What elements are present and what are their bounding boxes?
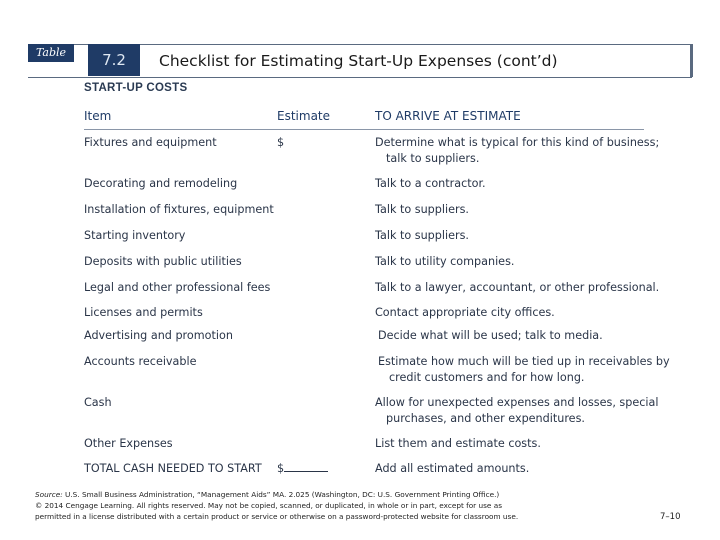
source-text: U.S. Small Business Administration, “Management Aids” MA. 2.025 (Washington, DC: U.S. Government Printing Office.) — [65, 490, 500, 499]
row-item: Other Expenses — [84, 437, 173, 450]
row-method-line: Allow for unexpected expenses and losses, special — [375, 396, 659, 409]
row-item: Legal and other professional fees — [84, 281, 271, 294]
row-item: Deposits with public utilities — [84, 255, 242, 268]
row-method: Decide what will be used; talk to media. — [378, 329, 603, 342]
row-item: Licenses and permits — [84, 306, 203, 319]
row-method — [378, 354, 670, 386]
row-method-line: credit customers and for how long. — [389, 371, 585, 384]
row-method — [375, 135, 659, 167]
row-item: TOTAL CASH NEEDED TO START — [84, 462, 262, 475]
table-title: Checklist for Estimating Start-Up Expenses (cont’d) — [159, 52, 558, 70]
row-item: Installation of fixtures, equipment — [84, 203, 274, 216]
table-tab-label: Table — [28, 44, 74, 62]
row-method-line: Estimate how much will be tied up in receivables by — [378, 355, 670, 368]
row-method — [375, 395, 658, 427]
row-method: Talk to a contractor. — [375, 177, 486, 190]
row-estimate: $ — [277, 462, 285, 475]
row-item: Starting inventory — [84, 229, 186, 242]
section-title: START-UP COSTS — [84, 82, 188, 94]
row-method: Talk to suppliers. — [375, 229, 469, 242]
row-method: Talk to a lawyer, accountant, or other professional. — [375, 281, 660, 294]
row-method: Contact appropriate city offices. — [375, 306, 555, 319]
row-method: Talk to suppliers. — [375, 203, 469, 216]
copyright-line: permitted in a license distributed with a certain product or service or otherwise on a password-protected website for classroom use. — [35, 512, 519, 521]
row-method-line: Determine what is typical for this kind of business; — [375, 136, 660, 149]
copyright-line: © 2014 Cengage Learning. All rights reserved. May not be copied, scanned, or duplicated, in whole or in part, except for use as — [35, 501, 502, 510]
row-item: Decorating and remodeling — [84, 177, 238, 190]
column-header-method: TO ARRIVE AT ESTIMATE — [375, 109, 521, 123]
row-item: Fixtures and equipment — [84, 136, 217, 149]
blank-fill-line — [284, 461, 328, 472]
source-label: Source: — [35, 490, 63, 499]
header-right-edge — [690, 44, 693, 77]
source-note — [35, 489, 595, 500]
column-header-estimate: Estimate — [277, 109, 331, 123]
row-method-line: purchases, and other expenditures. — [386, 412, 585, 425]
row-method: Talk to utility companies. — [375, 255, 515, 268]
table-number: 7.2 — [88, 44, 140, 76]
row-estimate: $ — [277, 136, 285, 149]
total-estimate — [277, 461, 328, 477]
row-method-line: talk to suppliers. — [386, 152, 480, 165]
column-header-item: Item — [84, 109, 112, 123]
header-rule — [84, 129, 644, 130]
row-item: Accounts receivable — [84, 355, 197, 368]
row-item: Cash — [84, 396, 112, 409]
page-number: 7–10 — [660, 512, 681, 522]
footer — [35, 489, 595, 522]
row-item: Advertising and promotion — [84, 329, 233, 342]
row-method: List them and estimate costs. — [375, 437, 541, 450]
row-method: Add all estimated amounts. — [375, 462, 530, 475]
